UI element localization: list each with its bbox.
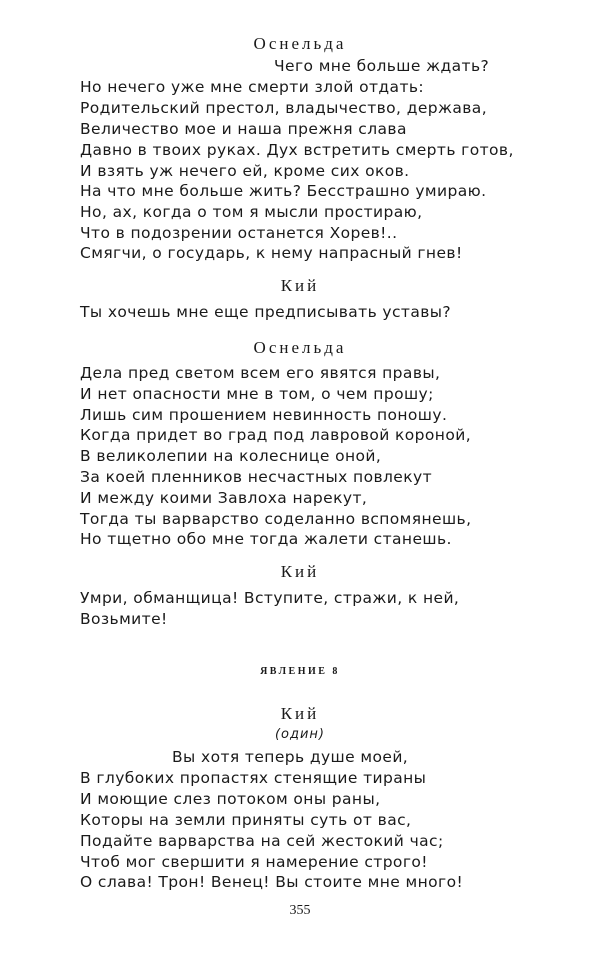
page-number: 355: [289, 903, 311, 918]
verse-line: Вы хотя теперь душе моей,: [172, 748, 409, 766]
verse-line: Но тщетно обо мне тогда жалети станешь.: [80, 530, 452, 548]
verse-line: Лишь сим прошением невинность поношу.: [80, 406, 448, 424]
verse-line: Но нечего уже мне смерти злой отдать:: [80, 78, 425, 96]
scene-heading: ЯВЛЕНИЕ 8: [260, 666, 340, 677]
verse-line: Давно в твоих руках. Дух встретить смерть готов,: [80, 141, 514, 159]
verse-line: И моющие слез потоком оны раны,: [80, 790, 381, 808]
verse-line: Дела пред светом всем его явятся правы,: [80, 364, 441, 382]
speaker-name: Кий: [280, 562, 320, 581]
verse-line: И взять уж нечего ей, кроме сих оков.: [80, 162, 410, 180]
verse-line: Возьмите!: [80, 610, 168, 628]
stage-direction: (один): [274, 727, 326, 742]
verse-line: В глубоких пропастях стенящие тираны: [80, 769, 427, 787]
verse-line: Подайте варварства на сей жестокий час;: [80, 832, 444, 850]
verse-line: Тогда ты варварство соделанно вспомянешь,: [80, 510, 472, 528]
verse-line: Которы на земли приняты суть от вас,: [80, 811, 412, 829]
verse-line: За коей пленников несчастных повлекут: [80, 468, 433, 486]
speaker-name: Кий: [280, 276, 320, 295]
verse-line: Но, ах, когда о том я мысли простираю,: [80, 203, 423, 221]
speaker-name: Оснельда: [253, 34, 347, 53]
verse-line: В великолепии на колеснице оной,: [80, 447, 382, 465]
verse-line: На что мне больше жить? Бесстрашно умираю.: [80, 182, 487, 200]
speaker-name: Оснельда: [253, 338, 347, 357]
verse-line: Чего мне больше ждать?: [274, 57, 490, 75]
verse-line: Когда придет во град под лавровой короной,: [80, 426, 472, 444]
verse-line: Что в подозрении останется Хорев!..: [80, 224, 398, 242]
verse-line: И нет опасности мне в том, о чем прошу;: [80, 385, 434, 403]
speaker-name: Кий: [280, 704, 320, 723]
verse-line: Чтоб мог свершити я намерение строго!: [80, 853, 428, 871]
verse-line: О слава! Трон! Венец! Вы стоите мне много!: [80, 873, 464, 891]
verse-line: Ты хочешь мне еще предписывать уставы?: [80, 303, 452, 321]
verse-line: Величество мое и наша прежня слава: [80, 120, 407, 138]
verse-line: И между коими Завлоха нарекут,: [80, 489, 368, 507]
verse-line: Умри, обманщица! Вступите, стражи, к ней,: [80, 589, 460, 607]
verse-line: Смягчи, о государь, к нему напрасный гнев!: [80, 244, 463, 262]
verse-line: Родительский престол, владычество, держава,: [80, 99, 488, 117]
